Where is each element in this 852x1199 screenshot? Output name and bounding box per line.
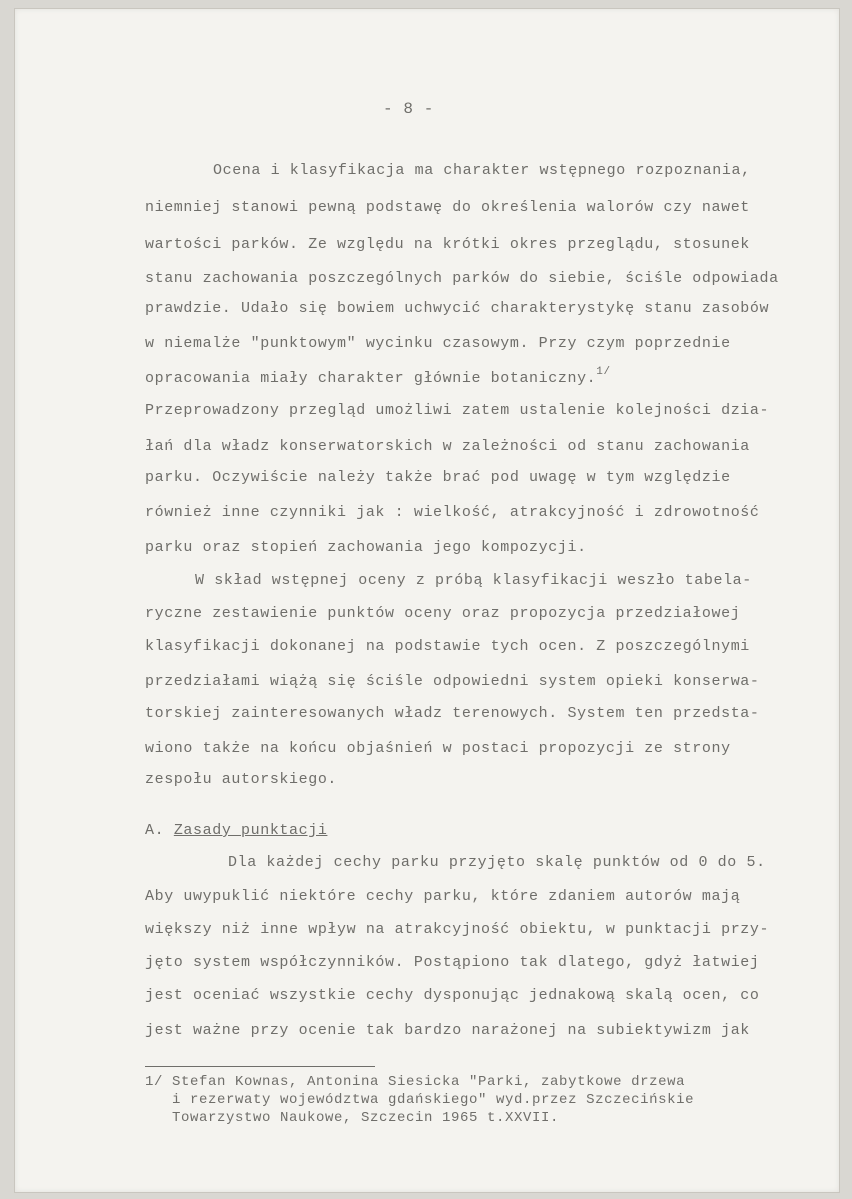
para1-line-6: w niemalże "punktowym" wycinku czasowym. Przy czym poprzednie <box>145 335 731 352</box>
page-number: - 8 - <box>383 100 435 118</box>
para1-line-7 <box>145 366 611 387</box>
footnote-line-3: Towarzystwo Naukowe, Szczecin 1965 t.XXVII. <box>145 1110 560 1126</box>
para1-line-7-text: opracowania miały charakter głównie botaniczny. <box>145 370 597 387</box>
document-page <box>14 8 840 1193</box>
para1-line-3: wartości parków. Ze względu na krótki okres przeglądu, stosunek <box>145 236 750 253</box>
para2-line-4: również inne czynniki jak : wielkość, atrakcyjność i zdrowotność <box>145 504 760 521</box>
para3-line-6: wiono także na końcu objaśnień w postaci propozycji ze strony <box>145 740 731 757</box>
footnote-line-2: i rezerwaty województwa gdańskiego" wyd.przez Szczecińskie <box>145 1092 695 1108</box>
footnote-separator <box>145 1066 375 1067</box>
para4-line-5: jest oceniać wszystkie cechy dysponując jednakową skalą ocen, co <box>145 987 760 1004</box>
footnote-line-1: 1/ Stefan Kownas, Antonina Siesicka "Parki, zabytkowe drzewa <box>145 1074 686 1090</box>
para3-line-7: zespołu autorskiego. <box>145 771 338 788</box>
para2-line-5: parku oraz stopień zachowania jego kompozycji. <box>145 539 587 556</box>
para3-line-1: W skład wstępnej oceny z próbą klasyfikacji weszło tabela- <box>195 572 752 589</box>
para2-line-3: parku. Oczywiście należy także brać pod uwagę w tym względzie <box>145 469 731 486</box>
para3-line-5: torskiej zainteresowanych władz terenowych. System ten przedsta- <box>145 705 760 722</box>
para1-line-1: Ocena i klasyfikacja ma charakter wstępnego rozpoznania, <box>213 162 751 179</box>
footnote-reference: 1/ <box>596 366 611 378</box>
para4-line-3: większy niż inne wpływ na atrakcyjność obiektu, w punktacji przy- <box>145 921 770 938</box>
para3-line-4: przedziałami wiążą się ściśle odpowiedni system opieki konserwa- <box>145 673 760 690</box>
para4-line-2: Aby uwypuklić niektóre cechy parku, które zdaniem autorów mają <box>145 888 741 905</box>
para3-line-2: ryczne zestawienie punktów oceny oraz propozycja przedziałowej <box>145 605 741 622</box>
section-title: Zasady punktacji <box>173 822 328 839</box>
para1-line-5: prawdzie. Udało się bowiem uchwycić charakterystykę stanu zasobów <box>145 300 770 317</box>
para4-line-4: jęto system współczynników. Postąpiono tak dlatego, gdyż łatwiej <box>145 954 760 971</box>
para3-line-3: klasyfikacji dokonanej na podstawie tych ocen. Z poszczególnymi <box>145 638 750 655</box>
section-prefix: A. <box>145 822 165 839</box>
para4-line-6: jest ważne przy ocenie tak bardzo narażonej na subiektywizm jak <box>145 1022 750 1039</box>
para1-line-4: stanu zachowania poszczególnych parków do siebie, ściśle odpowiada <box>145 270 779 287</box>
para1-line-2: niemniej stanowi pewną podstawę do określenia walorów czy nawet <box>145 199 750 216</box>
para2-line-1: Przeprowadzony przegląd umożliwi zatem ustalenie kolejności dzia- <box>145 402 770 419</box>
para2-line-2: łań dla władz konserwatorskich w zależności od stanu zachowania <box>145 438 750 455</box>
para4-line-1: Dla każdej cechy parku przyjęto skalę punktów od 0 do 5. <box>228 854 766 871</box>
section-heading <box>145 823 327 838</box>
